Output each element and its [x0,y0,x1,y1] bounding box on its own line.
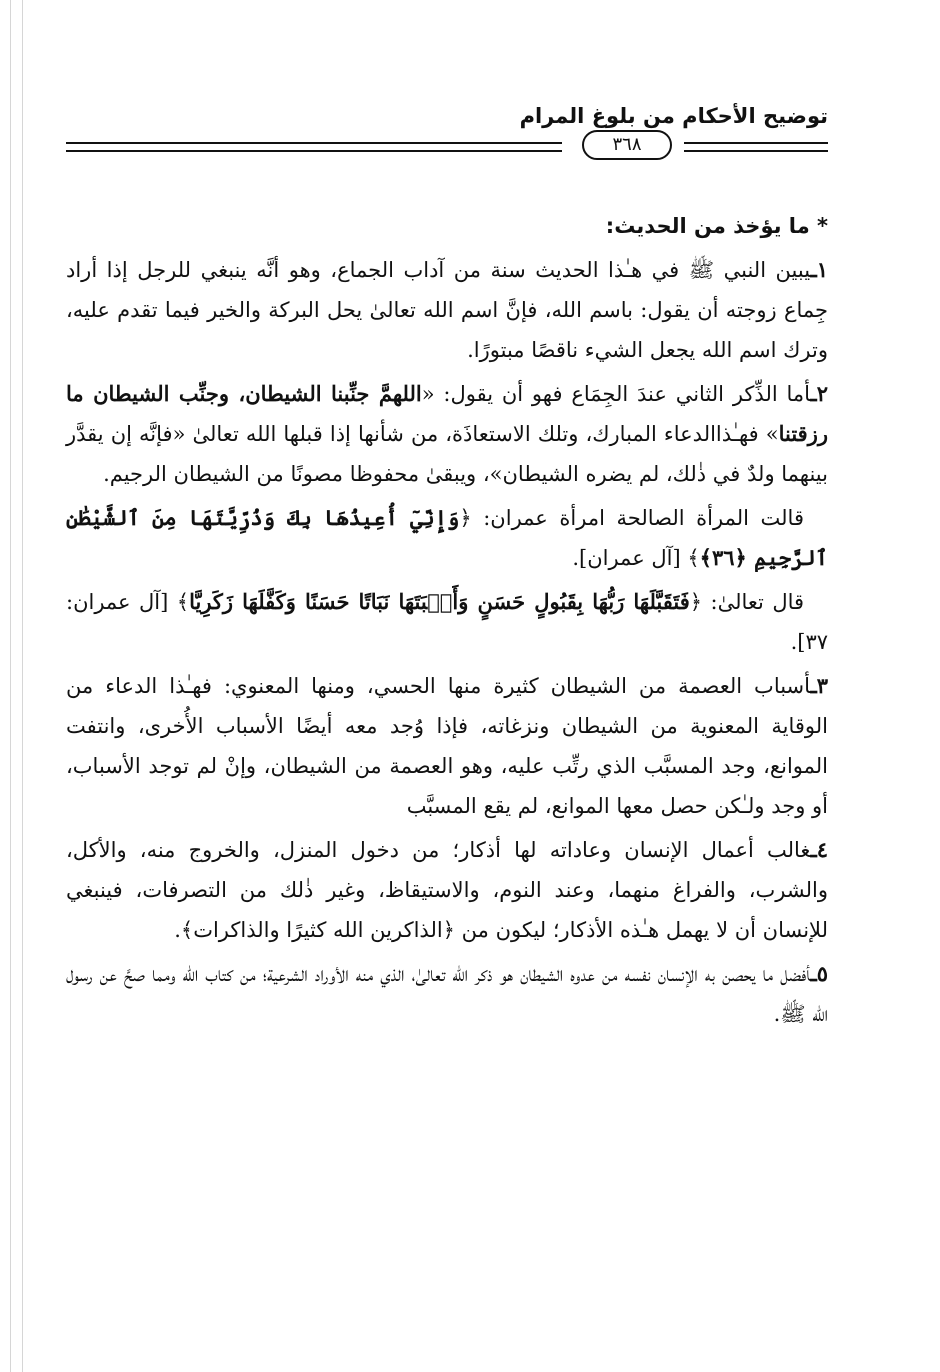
page-number-badge [582,130,672,160]
book-page [66,0,828,1372]
book-title: توضيح الأحكام من بلوغ المرام [519,104,828,128]
scan-edge-line [22,0,23,1372]
header-rule [684,142,828,144]
quote-intro: قال تعالىٰ: ﴿ [689,590,805,614]
quote-intro: قالت المرأة الصالحة امرأة عمران: ﴿ [459,506,804,530]
page-body [66,206,828,1038]
quran-verse: فَتَقَبَّلَهَا رَبُّهَا بِقَبُولٍ حَسَنٍ وَأَنۢبَتَهَا نَبَاتًا حَسَنًا وَكَفَّلَهَا زَكَرِيَّا [189,589,690,614]
quote-reference: ﴾ [آل عمران: ٣٧]. [66,590,828,654]
header-rule [66,142,562,144]
header-rule [66,150,562,152]
point-number: ٤ـ [810,837,828,862]
point-text: غالب أعمال الإنسان وعاداته لها أذكار؛ من دخول المنزل، والخروج منه، والأكل، والشرب، والفراغ منهما، وعند النوم، والاستيقاظ، وغير ذٰلك من التصرفات، فينبغي للإنسان أن لا يهمل هـٰذه الأذكار؛ ليكون من ﴿الذاكرين الله كثيرًا والذاكرات﴾. [66,838,828,942]
point-text: » فهـٰذاالدعاء المبارك، وتلك الاستعاذَة، من شأنها إذا قبلها الله تعالىٰ «فإنَّه إن يقدَّر بينهما ولدٌ في ذٰلك، لم يضره الشيطان»، ويبقىٰ محفوظا مصونًا من الشيطان الرجيم. [66,422,828,486]
dua-text: اللهمَّ جنِّبنا الشيطان، وجنِّب الشيطان ما رزقتنا [66,381,828,446]
point-3 [66,666,828,826]
quote-reference: ﴾ [آل عمران]. [572,546,700,570]
scan-edge-line [10,0,11,1372]
point-text: يبين النبي ﷺ في هـٰذا الحديث سنة من آداب الجماع، وهو أنَّه ينبغي للرجل إذا أراد جِماع زوجته أن يقول: باسم الله، فإنَّ اسم الله تعالىٰ يحل البركة والخير فيما تقدم عليه، وترك اسم الله يجعل الشيء ناقصًا مبتورًا. [66,258,828,362]
point-text: أسباب العصمة من الشيطان كثيرة منها الحسي، ومنها المعنوي: فهـٰذا الدعاء من الوقاية المعنوية من الشيطان ونزغاته، فإذا وُجد معه أيضًا الأسباب الأُخرى، وانتفت الموانع، وجد المسبَّب الذي رتِّب عليه، وهو العصمة من الشيطان، وإنْ لم توجد الأسباب، أو وجد ولـٰكن حصل معها الموانع، لم يقع المسبَّب [66,674,828,818]
point-text: أما الذِّكر الثاني عندَ الجِمَاع فهو أن يقول: « [421,382,811,406]
point-number: ١ـ [810,257,828,282]
quran-quote-1 [66,498,828,578]
point-text: أفضل ما يحصن به الإنسان نفسه من عدوه الشيطان هو ذكر الله تعالىٰ، الذي منه الأوراد الشرعية؛ من كتاب الله ومما صحَّ عن رسول الله ﷺ. [66,962,828,1026]
point-4 [66,830,828,950]
point-1 [66,250,828,370]
header-rule [684,150,828,152]
point-number: ٢ـ [810,381,828,406]
quran-quote-2 [66,582,828,662]
point-5 [66,954,828,1034]
section-heading: * ما يؤخذ من الحديث: [605,214,828,238]
point-2 [66,374,828,494]
quran-verse: وَإِنِّيٓ أُعِيذُهَا بِكَ وَذُرِّيَّتَهَا مِنَ ٱلشَّيْطَٰنِ ٱلرَّجِيمِ ﴿٣٦﴾ [66,505,828,570]
page-number: ٣٦٨ [612,134,642,155]
page-header [66,100,828,164]
point-number: ٣ـ [810,673,828,698]
point-number: ٥ـ [810,961,828,986]
